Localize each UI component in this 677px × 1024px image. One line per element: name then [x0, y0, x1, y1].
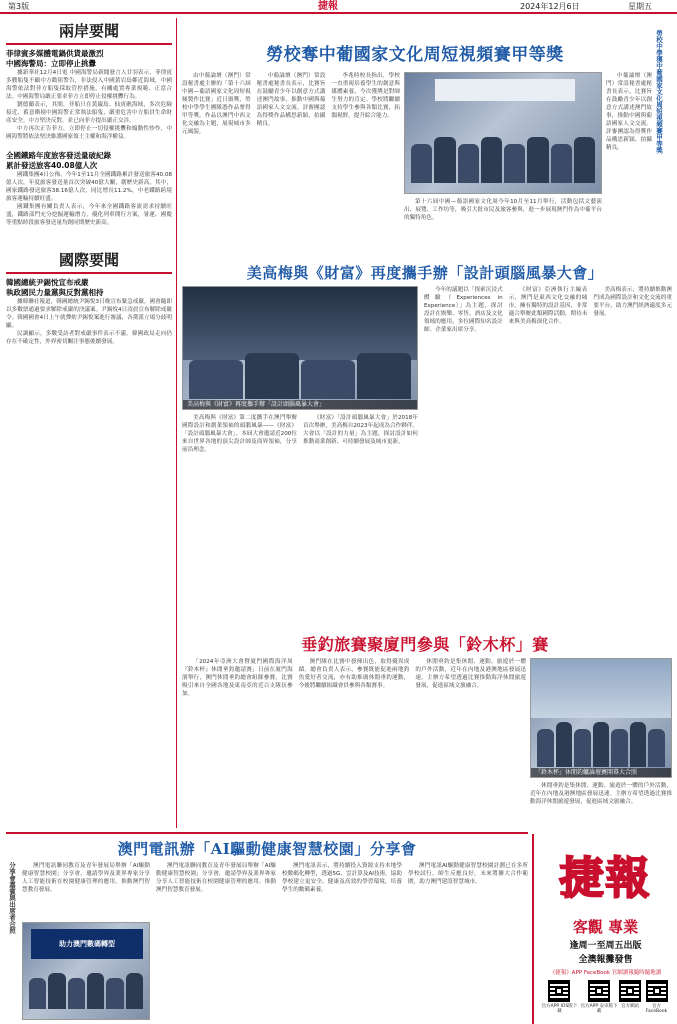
article-paragraph: 由中葡論壇（澳門）常設秘書處主辦的「第十六屆中國—葡語國家文化周短視頻製作比賽」近日頒獎，勞校中學學生團隊憑作品奪得甲等獎。作品以澳門中西文化交融為主題，展現城市多元風貌。: [182, 73, 251, 135]
article-paragraph: 中方再次正告菲方，立即停止一切侵權挑釁和煽動性炒作，中國海警將依法堅決維護國家領土主權和海洋權益。: [6, 126, 172, 140]
ad-distribution: 全澳報攤發售: [578, 955, 633, 965]
article-paragraph: 澳門電訊表示，將持續投入資源支持本地學校數碼化轉型，透過5G、雲計算及AI技術，協助學校建立更安全、健康及高效的學習環境，培養學生的數碼素養。: [282, 863, 402, 893]
headline: 韓國總統尹錫悅宣布戒嚴: [6, 278, 89, 287]
story1-text-2: [404, 198, 602, 262]
ad-channels: 《捷報》APP FaceBook 官網讀報隨時隨地讀: [549, 970, 662, 976]
qr-ios-app[interactable]: 官方APP IOS版下載: [540, 980, 579, 1014]
story1-photo: [404, 72, 602, 194]
qr-code-icon: [588, 980, 610, 1002]
article-paragraph: 「2024年亞洲大會暨廈門國際海洋周『鈴木杯』休閒垂釣邀請賽」日前在廈門海濱舉行，澳門休閒垂釣總會組隊參賽。比賽吸引來自全國各地及東南亞的近百支隊伍參加。: [182, 659, 293, 697]
article-paragraph: 休閒垂釣是集休閒、運動、旅遊於一體的戶外活動，近年在內地及港澳地區發展迅速。主辦方希望透過比賽推動海洋休閒旅遊發展，促進區域文旅融合。: [530, 783, 672, 805]
qr-code-icon: [619, 980, 641, 1002]
headline: 中國海警局：立即停止挑釁: [6, 59, 96, 68]
event-screen: 助力澳門數碼轉型: [31, 929, 143, 959]
story4-text: [156, 862, 528, 1020]
article-paragraph: 美高梅表示，將持續推動澳門成為國際設計和文化交流的重要平台，助力澳門經濟適度多元發展。: [593, 287, 673, 317]
article-paragraph: 《財富》「設計頭腦風暴大會」於2018年首次舉辦，美高梅自2023年起成為合作夥伴。大會以「設計的力量」為主題，探討設計如何推動商業創新、可持續發展及城市更新。: [303, 415, 418, 445]
article-paragraph: 今年的議題以「探索沉浸式體驗（Experiences in Experience）」為主題，探討設計在娛樂、零售、酒店及文化領域的應用，多位國際知名設計師、企業家出席分享。: [424, 287, 503, 333]
article-paragraph: 中葡論壇（澳門）常設秘書處秘書長表示，比賽旨在鼓勵青少年以創意方式講述澳門故事，推動中國與葡語國家人文交流。評審團認為得獎作品構思新穎、拍攝精良。: [256, 73, 326, 127]
article-paragraph: 美高梅與《財富》第二度攜手在澳門舉辦國際設計和創業領袖的頭腦風暴——《財富》「設計頭腦風暴大會」。本屆大會邀請近200位來自世界各地的頂尖設計師及商界領袖，分享前沿理念。: [182, 415, 297, 453]
story4-side-caption: 分享會嘉賓與出席者合照: [8, 862, 16, 934]
article-paragraph: 據韓聯社報道，韓國總統尹錫悅3日晚宣布緊急戒嚴，國會隨即以多數票通過要求解除戒嚴的決議案。尹錫悅4日凌晨宣布解除戒嚴令。韓國國會4日上午就彈劾尹錫悅案進行審議，各黨派立場分歧明顯。: [6, 299, 172, 329]
article-paragraph: 李兆時校長指出，學校一直重視培養學生的創意與媒體素養，今次獲獎是對師生努力的肯定。學校將繼續支持學生參與各類比賽，拓闊視野，提升綜合能力。: [331, 73, 401, 119]
headline: 全國鐵路年度旅客發送量破紀錄: [6, 151, 111, 160]
sky: [531, 659, 671, 718]
story1-text-3: [606, 72, 652, 262]
story2-photo: [182, 286, 418, 410]
section-title-international: 國際要聞: [58, 251, 119, 269]
article-paragraph: 民調顯示，多數受訪者對戒嚴事件表示不滿。韓國政局走向仍存在不確定性，外界密切關注事態後續發展。: [6, 331, 172, 345]
award-backdrop: [435, 79, 575, 101]
ad-logo: 捷報: [559, 853, 652, 904]
qr-code-icon: [646, 980, 668, 1002]
column-divider: [176, 18, 177, 828]
article-paragraph: 中葡論壇（澳門）常設秘書處秘書長表示，比賽旨在鼓勵青少年以創意方式講述澳門故事，推動中國與葡語國家人文交流。評審團認為得獎作品構思新穎、拍攝精良。: [606, 73, 652, 151]
section-rule: [6, 832, 528, 834]
article-paragraph: 澳門電訊聯同教育及青年發展局舉辦「AI驅動健康智慧校園」分享會，邀請學界及業界專家分享人工智能技術在校園健康管理的應用，推動澳門智慧教育發展。: [22, 863, 150, 893]
photo-caption: 「鈴木杯」休閒釣鱸論壇賽開幕大合照: [531, 768, 671, 777]
ad-schedule: 逢周一至周五出版: [569, 941, 642, 951]
section-rule: [6, 43, 172, 45]
story2-text-2: [424, 286, 672, 626]
story4-text-top: [22, 862, 150, 918]
page-number: 第3版: [8, 2, 30, 11]
article-paragraph: 國鐵集團4日公佈，今年1至11月全國鐵路累計發送旅客40.08億人次，年度旅客發送量首次突破40億大關，創歷史新高。其中，國家鐵路發送旅客38.16億人次，同比增長11.2%，中老鐵路跨境旅客運輸持續旺盛。: [6, 172, 172, 202]
photo-caption: 美高梅與《財富》再度攜手辦「設計頭腦風暴大會」: [183, 400, 417, 409]
story2-text: [182, 414, 418, 626]
article-paragraph: 休閒垂釣是集休閒、運動、旅遊於一體的戶外活動，近年在內地及港澳地區發展迅速。主辦方希望透過比賽推動海洋休閒旅遊發展，促進區域文旅融合。: [415, 659, 527, 689]
qr-website[interactable]: 官方網站: [619, 980, 641, 1014]
article-paragraph: 劉德蘭表示，其間，菲船只在黃巖島、仙賓礁海域，多次危險接近、蓄意衝撞中國海警正常執法船隻，嚴重危害中方船員生命財產安全。中方堅決反對，並已向菲方提出嚴正交涉。: [6, 102, 172, 124]
story1-text: [182, 72, 400, 262]
story4-photo: [22, 922, 150, 1020]
section-rule: [6, 272, 172, 274]
story3-headline: 垂釣旅賽聚廈門參與「鈴木杯」賽: [301, 635, 549, 654]
story1-headline: 勞校奪中葡國家文化周短視頻賽甲等獎: [266, 45, 564, 65]
stage-backdrop: [183, 287, 417, 360]
headline: 執政國民力量黨與反對黨相持: [6, 288, 104, 297]
story1-side-caption: 勞校中學獲中葡國家文化周短視頻賽甲等獎: [655, 30, 663, 154]
article-paragraph: 《財富》亞洲執行主編表示，澳門是東西文化交融的城市，擁有獨特的設計基因，非常適合舉辦此類國際活動，期待未來與美高梅深化合作。: [508, 287, 588, 325]
page-header: [0, 0, 677, 14]
qr-android-app[interactable]: 官方APP 安卓版下載: [579, 980, 619, 1014]
subscription-ad: [532, 834, 677, 1024]
story3-photo: [530, 658, 672, 778]
section-title-cross-strait: 兩岸要聞: [58, 22, 119, 40]
left-column: [6, 18, 172, 828]
article-paragraph: 第十六屆中國—葡語國家文化周今年10月至11月舉行，活動包括文藝演出、展覽、工作坊等，吸引大批市民及旅客參與，進一步展現澳門作為中葡平台的獨特角色。: [404, 199, 602, 221]
ad-slogan: 客觀 專業: [572, 918, 639, 936]
qr-code-row: [540, 980, 672, 1014]
issue-date: 2024年12月6日: [520, 2, 580, 11]
masthead-logo: 捷報: [318, 1, 338, 12]
qr-code-icon: [548, 980, 570, 1002]
article-paragraph: 澳門電訊聯同教育及青年發展局舉辦「AI驅動健康智慧校園」分享會，邀請學界及業界專家分享人工智能技術在校園健康管理的應用，推動澳門智慧教育發展。: [156, 863, 276, 893]
story3-text-2: [530, 782, 672, 828]
headline: 菲律賓多媒體電鍋供貨最激烈: [6, 49, 104, 58]
article-paragraph: 據新華社12月4日電 中國海警局新聞發言人甘羽表示，菲律賓多艘船隻不顧中方勸阻警告，非法侵入中國黃岩島鄰近海域，中國海警依法對菲方船隻採取管控措施，有關處置專業規範、正當合法。中國海警局嚴正要求菲方立即停止侵權挑釁行為。: [6, 70, 172, 100]
article-paragraph: 澳門隊在比賽中發揮出色，取得優異成績。總會負責人表示，參賽既能促進兩地釣魚愛好者交流，亦有助推廣休閒垂釣運動，今後將繼續組織會員參與各類賽事。: [298, 659, 410, 689]
article-paragraph: 國鐵集團有關負責人表示，今年來全國鐵路客流需求持續旺盛，鐵路部門充分挖掘運輸潛力，優化列車開行方案，暑運、國慶等重點時段旅客發送量均創同期歷史新高。: [6, 204, 172, 226]
story4-headline: 澳門電訊辦「AI驅動健康智慧校園」分享會: [117, 840, 417, 858]
qr-facebook[interactable]: 官方 FaceBook: [641, 980, 672, 1014]
headline: 累計發送旅客40.08億人次: [6, 161, 98, 170]
story2-headline: 美高梅與《財富》再度攜手辦「設計頭腦風暴大會」: [246, 264, 604, 282]
issue-weekday: 星期五: [628, 2, 652, 11]
story3-text: [182, 658, 526, 830]
article-paragraph: 澳門電訊AI驅動健康智慧校園計劃已在多所學校試行，師生反應良好。未來將擴大合作範圍，助力澳門建設智慧城市。: [408, 863, 528, 885]
